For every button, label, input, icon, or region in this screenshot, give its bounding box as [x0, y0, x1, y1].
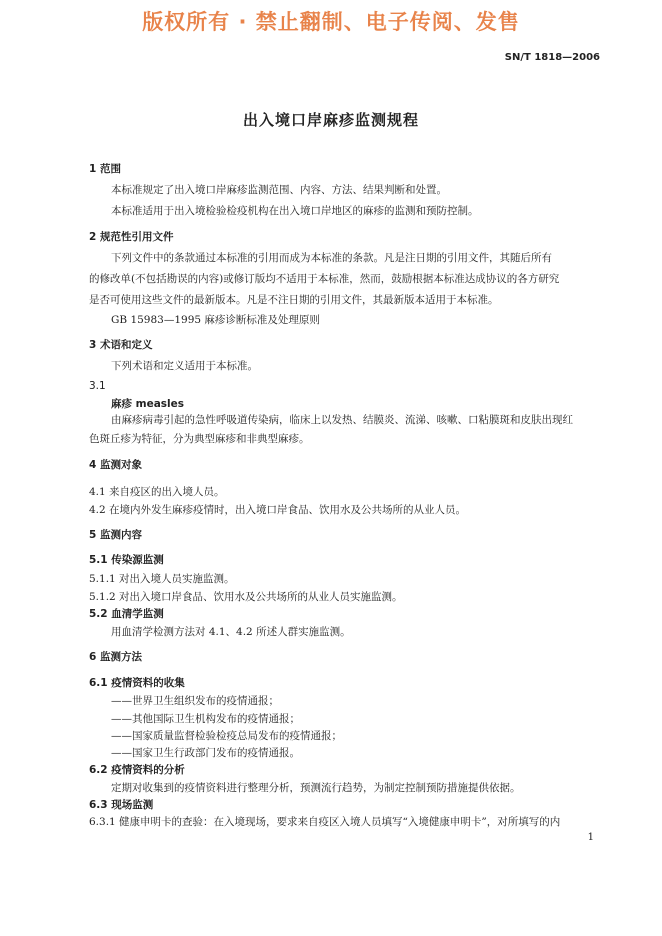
clause-line: 5.1.2 对出入境口岸食品、饮用水及公共场所的从业人员实施监测。 [89, 591, 403, 603]
paragraph-line: 本标准适用于出入境检验检疫机构在出入境口岸地区的麻疹的监测和预防控制。 [111, 205, 479, 217]
clause-line: 4.2 在境内外发生麻疹疫情时，出入境口岸食品、饮用水及公共场所的从业人员。 [89, 504, 467, 516]
section-heading: 2 规范性引用文件 [89, 231, 174, 243]
section-heading: 6 监测方法 [89, 651, 142, 663]
reference-item: GB 15983—1995 麻疹诊断标准及处理原则 [111, 314, 320, 326]
paragraph-line: 的修改单(不包括勘误的内容)或修订版均不适用于本标准，然而，鼓励根据本标准达成协议的各方研究 [89, 273, 560, 285]
paragraph-line: 下列文件中的条款通过本标准的引用而成为本标准的条款。凡是注日期的引用文件，其随后所有 [111, 252, 552, 264]
paragraph-line: 色斑丘疹为特征，分为典型麻疹和非典型麻疹。 [89, 433, 310, 445]
section-heading: 1 范围 [89, 163, 121, 175]
list-item: ——世界卫生组织发布的疫情通报； [111, 695, 279, 707]
term-heading: 麻疹 measles [111, 398, 185, 410]
standard-code: SN/T 1818—2006 [504, 52, 600, 63]
copyright-watermark: 版权所有 · 禁止翻制、电子传阅、发售 [142, 10, 520, 34]
subsection-heading: 5.1 传染源监测 [89, 554, 164, 566]
clause-line: 5.1.1 对出入境人员实施监测。 [89, 573, 235, 585]
page-number: 1 [587, 832, 594, 843]
clause-line: 4.1 来自疫区的出入境人员。 [89, 486, 225, 498]
paragraph-line: 定期对收集到的疫情资料进行整理分析，预测流行趋势，为制定控制预防措施提供依据。 [111, 782, 521, 794]
section-heading: 3 术语和定义 [89, 339, 153, 351]
clause-line: 6.3.1 健康申明卡的查验：在入境现场，要求来自疫区入境人员填写“入境健康申明卡”，对所填写的内 [89, 816, 561, 828]
subsection-heading: 5.2 血清学监测 [89, 608, 164, 620]
list-item: ——国家卫生行政部门发布的疫情通报。 [111, 747, 300, 759]
subsection-heading: 6.2 疫情资料的分析 [89, 764, 185, 776]
paragraph-line: 用血清学检测方法对 4.1、4.2 所述人群实施监测。 [111, 626, 351, 638]
document-title: 出入境口岸麻疹监测规程 [242, 111, 419, 129]
clause-number: 3.1 [89, 380, 106, 392]
list-item: ——国家质量监督检验检疫总局发布的疫情通报； [111, 730, 342, 742]
section-heading: 5 监测内容 [89, 529, 142, 541]
paragraph-line: 本标准规定了出入境口岸麻疹监测范围、内容、方法、结果判断和处置。 [111, 184, 447, 196]
section-heading: 4 监测对象 [89, 459, 142, 471]
list-item: ——其他国际卫生机构发布的疫情通报； [111, 713, 300, 725]
paragraph-line: 是否可使用这些文件的最新版本。凡是不注日期的引用文件，其最新版本适用于本标准。 [89, 294, 499, 306]
paragraph-line: 由麻疹病毒引起的急性呼吸道传染病，临床上以发热、结膜炎、流涕、咳嗽、口粘膜斑和皮肤出现红 [111, 414, 573, 426]
subsection-heading: 6.3 现场监测 [89, 799, 154, 811]
subsection-heading: 6.1 疫情资料的收集 [89, 677, 185, 689]
paragraph-line: 下列术语和定义适用于本标准。 [111, 360, 258, 372]
